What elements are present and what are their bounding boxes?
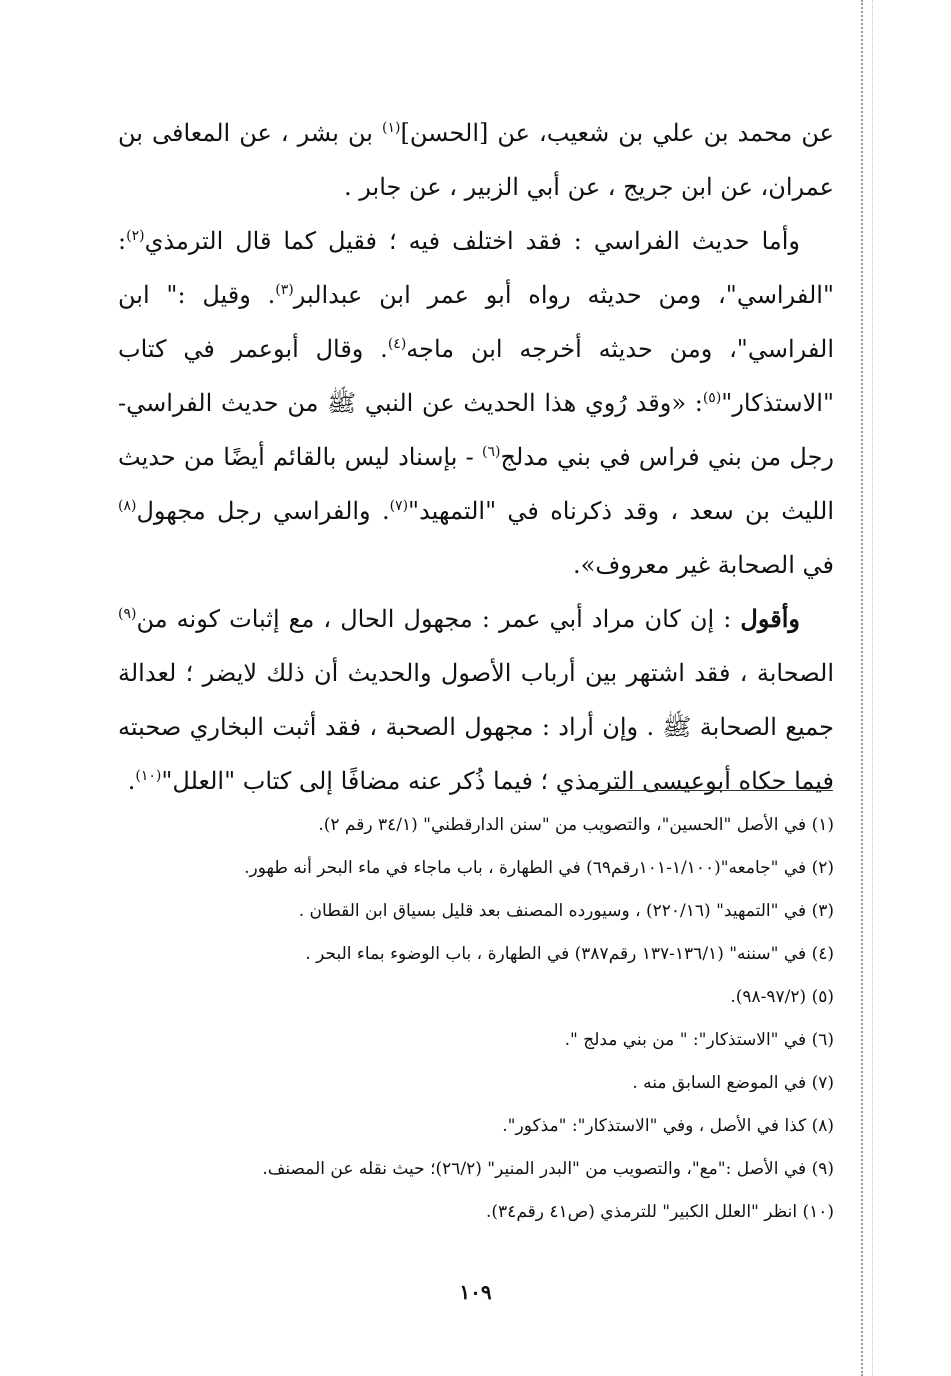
footnote-2: (٢) في "جامعه"(١/١٠٠-١٠١رقم٦٩) في الطهارة ، باب ماجاء في ماء البحر أنه طهور. xyxy=(244,858,834,878)
footnote-5: (٥) (٩٧/٢-٩٨). xyxy=(730,987,834,1007)
text-run: : "الفراسي"، ومن حديثه رواه أبو عمر ابن عبدالبر xyxy=(118,227,834,309)
footnote-ref-6[interactable]: (٦) xyxy=(482,444,501,460)
bold-lead-word: وأقول xyxy=(740,604,800,633)
footnote-ref-8[interactable]: (٨) xyxy=(118,498,137,514)
text-run: . وقيل :" ابن الفراسي"، ومن حديثه أخرجه ابن ماجه xyxy=(118,281,834,363)
footnote-8: (٨) كذا في الأصل ، وفي "الاستذكار": "مذكور". xyxy=(502,1116,834,1136)
footnote-6: (٦) في "الاستذكار": " من بني مدلج ". xyxy=(564,1030,834,1050)
paragraph-2 xyxy=(118,214,834,592)
text-run: : إن كان مراد أبي عمر : مجهول الحال ، مع إثبات كونه من xyxy=(136,605,741,633)
text-run: . وقال أبوعمر في كتاب "الاستذكار" xyxy=(118,335,834,417)
footnotes xyxy=(118,804,834,1234)
text-run: : «وقد رُوي هذا الحديث عن النبي ﷺ من حديث الفراسي-رجل من بني فراس في بني مدلج xyxy=(118,389,835,471)
footnote-separator xyxy=(595,790,833,791)
binding-edge-dots xyxy=(861,0,863,1376)
footnote-ref-3[interactable]: (٣) xyxy=(275,282,294,298)
footnote-9: (٩) في الأصل :"مع"، والتصويب من "البدر المنير" (٢٦/٢)؛ حيث نقله عن المصنف. xyxy=(262,1159,834,1179)
footnote-10: (١٠) انظر "العلل الكبير" للترمذي (ص٤١ رقم٣٤). xyxy=(486,1202,834,1222)
footnote-3: (٣) في "التمهيد" (٢٢٠/١٦) ، وسيورده المصنف بعد قليل بسياق ابن القطان . xyxy=(298,901,834,921)
text-run: - بإسناد ليس بالقائم أيضًا من حديث الليث بن سعد ، وقد ذكرناه في "التمهيد" xyxy=(118,443,834,525)
text-run: وأما حديث الفراسي : فقد اختلف فيه ؛ فقيل كما قال الترمذي xyxy=(144,227,800,255)
text-run: . xyxy=(127,767,136,795)
footnote-1: (١) في الأصل "الحسين"، والتصويب من "سنن الدارقطني" (٣٤/١ رقم ٢). xyxy=(318,815,834,835)
footnote-ref-9[interactable]: (٩) xyxy=(118,606,137,622)
paragraph-1 xyxy=(118,106,834,214)
text-run: . والفراسي رجل مجهول xyxy=(136,497,390,525)
footnote-7: (٧) في الموضع السابق منه . xyxy=(632,1073,834,1093)
text-run: في الصحابة غير معروف». xyxy=(573,551,834,579)
footnote-ref-10[interactable]: (١٠) xyxy=(135,768,162,784)
main-text xyxy=(118,106,834,808)
footnote-ref-5[interactable]: (٥) xyxy=(702,390,722,406)
paragraph-3 xyxy=(118,592,834,808)
footnote-ref-2[interactable]: (٢) xyxy=(126,228,145,244)
text-run: بن بشر ، عن المعافى بن عمران، عن ابن جريج ، عن أبي الزبير ، عن جابر . xyxy=(118,119,834,201)
text-run: الصحابة ، فقد اشتهر بين أرباب الأصول والحديث أن ذلك لايضر ؛ لعدالة جميع الصحابة ﷺ . وإن أراد : مجهول الصحبة ، فقد أثبت البخاري صحبته فيما حكاه أبوعيسى الترمذي ؛ فيما ذُكر عنه مضافًا إلى كتاب "العلل" xyxy=(118,659,834,795)
footnote-4: (٤) في "سننه" (١٣٦/١-١٣٧ رقم٣٨٧) في الطهارة ، باب الوضوء بماء البحر . xyxy=(305,944,834,964)
text-run: عن محمد بن علي بن شعيب، عن [الحسن] xyxy=(400,119,834,147)
footnote-ref-7[interactable]: (٧) xyxy=(389,498,409,514)
page-number: ١٠٩ xyxy=(459,1280,492,1304)
footnote-ref-4[interactable]: (٤) xyxy=(387,336,407,352)
footnote-ref-1[interactable]: (١) xyxy=(382,120,401,136)
binding-edge-dots-secondary xyxy=(872,0,873,1376)
